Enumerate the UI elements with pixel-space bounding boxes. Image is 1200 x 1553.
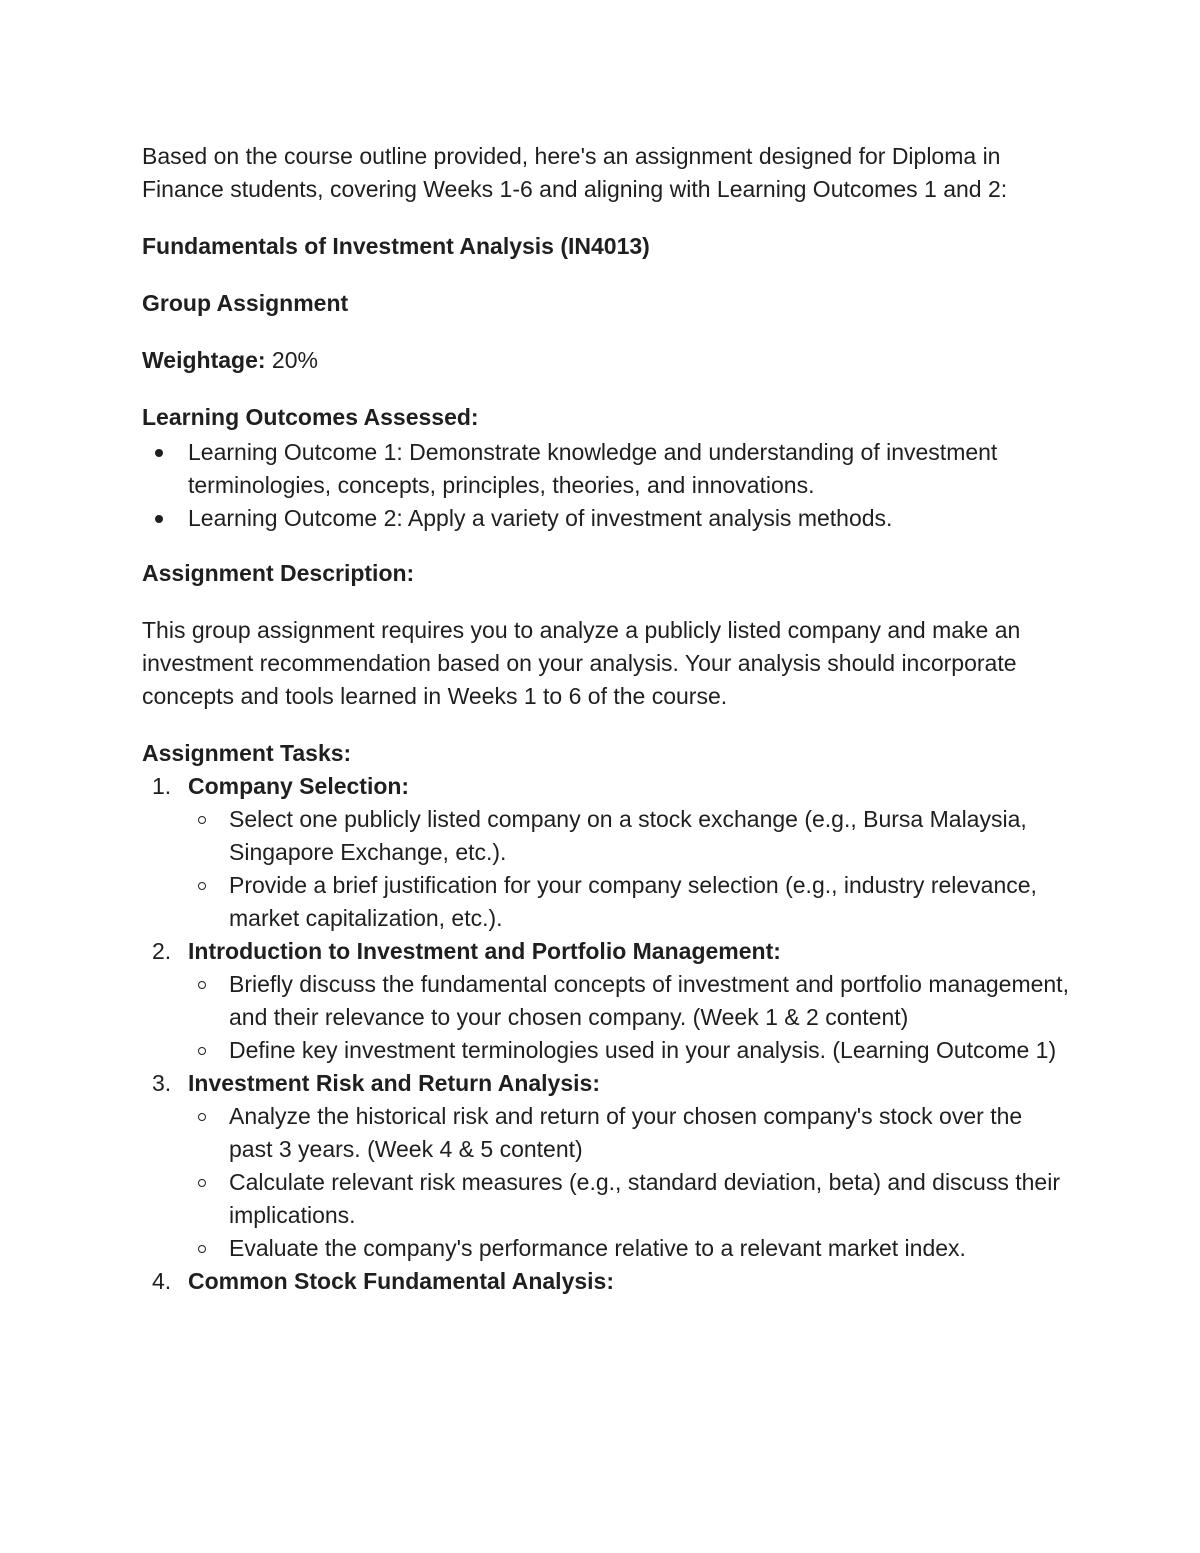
task-title: Introduction to Investment and Portfolio Management: [188, 938, 781, 964]
intro-paragraph: Based on the course outline provided, here's an assignment designed for Diploma in Finance students, covering Weeks 1-6 and aligning with Learning Outcomes 1 and 2: [142, 143, 1008, 202]
list-item [188, 1232, 1072, 1265]
description-heading: Assignment Description: [142, 560, 415, 586]
list-item [188, 1166, 1072, 1232]
tasks-list [142, 770, 1072, 1298]
task-number: 3. [152, 1070, 172, 1096]
subitem-text: Provide a brief justification for your company selection (e.g., industry relevance, market capitalization, etc.). [229, 872, 1037, 931]
list-item [188, 803, 1072, 869]
weightage-label: Weightage: [142, 347, 266, 373]
hollow-bullet-icon [198, 981, 206, 989]
task-title: Investment Risk and Return Analysis: [188, 1070, 600, 1096]
bullet-icon [155, 515, 163, 523]
hollow-bullet-icon [198, 882, 206, 890]
subitem-text: Select one publicly listed company on a stock exchange (e.g., Bursa Malaysia, Singapore Exchange, etc.). [229, 806, 1027, 865]
list-item [142, 502, 1072, 535]
course-title: Fundamentals of Investment Analysis (IN4013) [142, 233, 650, 259]
task-item [142, 1265, 1072, 1298]
list-item [188, 1034, 1072, 1067]
task-item [142, 935, 1072, 1067]
assignment-type: Group Assignment [142, 290, 349, 316]
description-text: This group assignment requires you to analyze a publicly listed company and make an investment recommendation based on your analysis. Your analysis should incorporate concepts and tools learned in Weeks 1 to 6 of the course. [142, 617, 1021, 709]
subitem-text: Analyze the historical risk and return of your chosen company's stock over the past 3 years. (Week 4 & 5 content) [229, 1103, 1023, 1162]
task-title: Common Stock Fundamental Analysis: [188, 1268, 614, 1294]
subitem-text: Evaluate the company's performance relative to a relevant market index. [229, 1235, 966, 1261]
hollow-bullet-icon [198, 1047, 206, 1055]
learning-outcomes-heading: Learning Outcomes Assessed: [142, 404, 479, 430]
task-number: 4. [152, 1268, 172, 1294]
task-item [142, 1067, 1072, 1265]
learning-outcomes-list [142, 436, 1072, 535]
list-item [142, 436, 1072, 502]
task-number: 1. [152, 773, 172, 799]
weightage-line [142, 344, 1072, 377]
hollow-bullet-icon [198, 1245, 206, 1253]
task-title: Company Selection: [188, 773, 410, 799]
subitem-text: Calculate relevant risk measures (e.g., standard deviation, beta) and discuss their implications. [229, 1169, 1060, 1228]
hollow-bullet-icon [198, 1113, 206, 1121]
task-subitems [188, 968, 1072, 1067]
learning-outcome-1: Learning Outcome 1: Demonstrate knowledge and understanding of investment terminologies, concepts, principles, theories, and innovations. [188, 439, 998, 498]
tasks-heading: Assignment Tasks: [142, 740, 352, 766]
document-page [142, 140, 1072, 1298]
list-item [188, 869, 1072, 935]
hollow-bullet-icon [198, 1179, 206, 1187]
list-item [188, 1100, 1072, 1166]
task-item [142, 770, 1072, 935]
bullet-icon [155, 449, 163, 457]
subitem-text: Briefly discuss the fundamental concepts of investment and portfolio management, and their relevance to your chosen company. (Week 1 & 2 content) [229, 971, 1069, 1030]
subitem-text: Define key investment terminologies used in your analysis. (Learning Outcome 1) [229, 1037, 1057, 1063]
weightage-value: 20% [265, 347, 318, 373]
task-subitems [188, 803, 1072, 935]
task-number: 2. [152, 938, 172, 964]
task-subitems [188, 1100, 1072, 1265]
learning-outcome-2: Learning Outcome 2: Apply a variety of investment analysis methods. [188, 505, 893, 531]
hollow-bullet-icon [198, 816, 206, 824]
list-item [188, 968, 1072, 1034]
